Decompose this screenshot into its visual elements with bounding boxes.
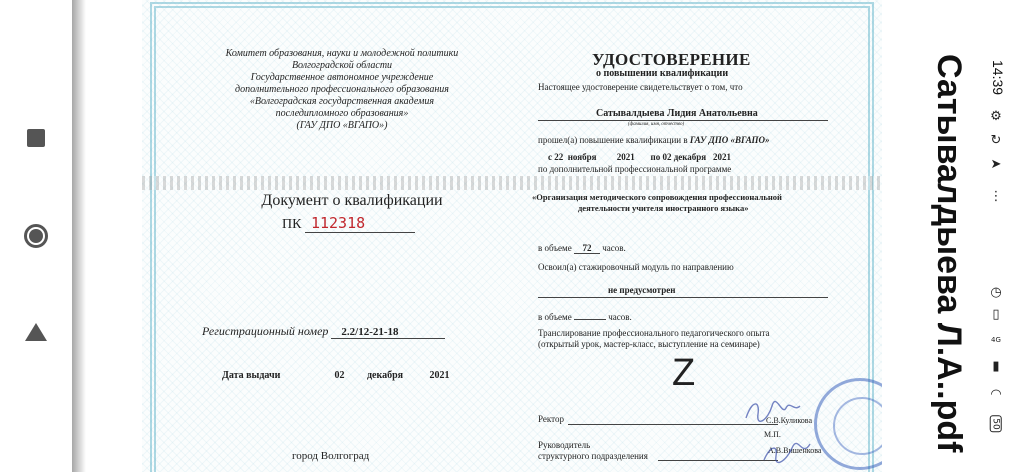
to-month: декабря [673,152,707,162]
file-name: Сатывалдыева Л.А..pdf [930,54,968,453]
certificate-page [142,0,882,472]
issuer-block [182,48,502,132]
square-icon [27,129,45,147]
period-row [548,152,731,162]
translation-line-1: Транслирование профессионального педагогического опыта [538,328,770,338]
battery-icon [986,414,1006,434]
program-line-1: «Организация методического сопровождения профессиональной [532,192,782,202]
holder-underline [538,120,828,121]
home-button[interactable] [18,218,54,254]
city: город Волгоград [292,450,370,462]
head-label-1: Руководитель [538,440,591,450]
more-dots-icon: ⋮ [989,188,1003,204]
pdf-viewer[interactable] [72,0,882,472]
reg-label: Регистрационный номер [202,324,329,338]
page-shadow [72,0,86,472]
battery-level: 50 [990,415,1002,432]
registration-row [202,324,445,339]
issuer-line: последипломного образования» [275,108,409,119]
rector-signature-icon [742,396,802,428]
sync-icon: ↻ [990,132,1002,148]
to-year: 2021 [712,152,731,162]
certificate-subtitle: о повышении квалификации [596,68,729,79]
head-signature-icon [762,440,812,468]
volume-prefix: в объеме [538,243,572,253]
rector-label: Ректор [538,414,564,424]
issue-label: Дата выдачи [222,370,281,381]
status-bar [978,0,1018,472]
issue-month: декабря [367,370,404,381]
volume-row [538,243,626,254]
pk-number: 112318 [305,214,415,233]
pk-prefix: ПК [282,217,302,232]
issue-year: 2021 [429,370,450,381]
sim-signal-icon [986,330,1006,350]
settings-gear-icon: ⚙ [990,108,1002,124]
signal-icon: ▮ [992,358,1000,374]
system-navigation-bar [0,0,72,472]
mp-label: М.П. [764,430,781,439]
volume-hours: 72 [574,243,600,254]
program-line-2: деятельности учителя иностранного языка» [578,203,749,213]
scan-fold-line [142,176,882,190]
from-label: с [548,152,552,162]
volume2-suffix: часов. [608,312,632,322]
circle-icon [24,224,48,248]
alarm-icon: ◷ [990,284,1002,300]
z-mark: Z [672,352,696,394]
recents-button[interactable] [18,120,54,156]
module-underline [538,297,828,298]
status-time: 14:39 [990,60,1006,96]
document-title: Документ о квалификации [261,192,443,209]
certificate-title: УДОСТОВЕРЕНИЕ [592,50,751,69]
issuer-line: (ГАУ ДПО «ВГАПО») [296,120,388,131]
pk-row [282,214,415,233]
rector-name: С.В.Куликова [766,416,813,425]
file-name-area [888,54,968,454]
program-intro: по дополнительной профессиональной программе [538,164,732,174]
module-value: не предусмотрен [608,285,676,295]
intro-text: Настоящее удостоверение свидетельствует о том, что [538,82,743,92]
holder-caption: (фамилия, имя, отчество) [628,122,685,127]
passed-row [538,135,770,145]
issue-day: 02 [334,370,345,381]
to-label: по [650,152,661,162]
volume2-blank [574,319,606,320]
network-label: 4G [991,336,1001,344]
module-line: Освоил(а) стажировочный модуль по направлению [538,262,734,272]
wifi-icon: ◠ [990,386,1002,402]
reg-number: 2.2/12-21-18 [331,326,445,339]
head-name: А.В.Вишенкова [768,446,822,455]
back-button[interactable] [18,314,54,350]
send-icon: ➤ [990,156,1002,172]
issuer-line: «Волгоградская государственная академия [249,96,435,107]
issuer-line: дополнительного профессионального образования [235,84,449,95]
volume-suffix: часов. [602,243,626,253]
head-signature-line [658,460,778,461]
passed-org: ГАУ ДПО «ВГАПО» [689,135,770,145]
holder-name: Сатывалдыева Лидия Анатольевна [596,108,758,119]
from-day: 22 [554,152,564,162]
volume2-row [538,312,632,322]
volume2-prefix: в объеме [538,312,572,322]
vibrate-icon: ▯ [992,306,1000,322]
translation-line-2: (открытый урок, мастер-класс, выступление на семинаре) [538,339,760,349]
issuer-line: Государственное автономное учреждение [250,72,434,83]
head-label-2: структурного подразделения [538,451,648,461]
to-day: 02 [662,152,672,162]
passed-prefix: прошел(а) повышение квалификации в [538,135,688,145]
issue-date-row [222,370,450,381]
triangle-back-icon [25,323,47,341]
from-year: 2021 [616,152,635,162]
issuer-line: Волгоградской области [291,60,393,71]
from-month: ноября [567,152,597,162]
issuer-line: Комитет образования, науки и молодежной политики [225,48,459,59]
